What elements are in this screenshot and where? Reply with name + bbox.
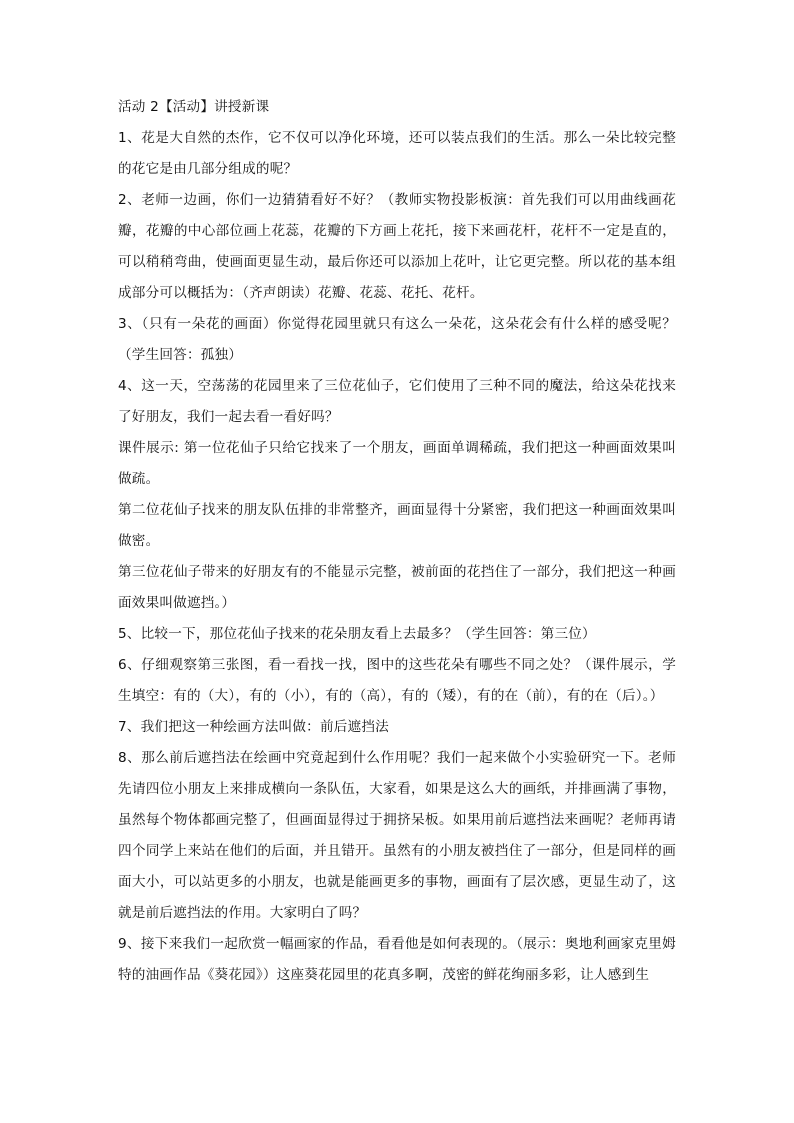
paragraph-9: 9、接下来我们一起欣赏一幅画家的作品，看看他是如何表现的。（展示：奥地利画家克里姆特的油画作品《葵花园》）这座葵花园里的花真多啊，茂密的鲜花绚丽多彩，让人感到生 — [118, 936, 676, 983]
paragraph-1: 1、花是大自然的杰作，它不仅可以净化环境，还可以装点我们的生活。那么一朵比较完整的花它是由几部分组成的呢？ — [118, 130, 676, 177]
document-page — [118, 92, 676, 991]
paragraph-6: 6、仔细观察第三张图，看一看找一找，图中的这些花朵有哪些不同之处？（课件展示，学生填空：有的（大），有的（小），有的（高），有的（矮），有的在（前），有的在（后）。） — [118, 657, 676, 704]
paragraph-4: 4、这一天，空荡荡的花园里来了三位花仙子，它们使用了三种不同的魔法，给这朵花找来了好朋友，我们一起去看一看好吗？ — [118, 378, 676, 425]
paragraph-courseware-1: 课件展示: 第一位花仙子只给它找来了一个朋友，画面单调稀疏，我们把这一种画面效果叫做疏。 — [118, 440, 676, 487]
paragraph-8: 8、那么前后遮挡法在绘画中究竟起到什么作用呢？我们一起来做个小实验研究一下。老师先请四位小朋友上来排成横向一条队伍，大家看，如果是这么大的画纸，并排画满了事物，虽然每个物体都画完整了，但画面显得过于拥挤呆板。如果用前后遮挡法来画呢？老师再请四个同学上来站在他们的后面，并且错开。虽然有的小朋友被挡住了一部分，但是同样的画面大小，可以站更多的小朋友，也就是能画更多的事物，画面有了层次感，更显生动了，这就是前后遮挡法的作用。大家明白了吗？ — [118, 750, 676, 921]
paragraph-2: 2、老师一边画，你们一边猜猜看好不好？（教师实物投影板演：首先我们可以用曲线画花瓣，花瓣的中心部位画上花蕊，花瓣的下方画上花托，接下来画花杆，花杆不一定是直的，可以稍稍弯曲，使画面更显生动，最后你还可以添加上花叶，让它更完整。所以花的基本组成部分可以概括为：（齐声朗读）花瓣、花蕊、花托、花杆。 — [118, 192, 676, 301]
paragraph-7: 7、我们把这一种绘画方法叫做：前后遮挡法 — [118, 719, 389, 735]
section-heading: 活动 2【活动】讲授新课 — [118, 99, 270, 115]
paragraph-5: 5、比较一下，那位花仙子找来的花朵朋友看上去最多？（学生回答：第三位） — [118, 626, 596, 642]
paragraph-3: 3、（只有一朵花的画面）你觉得花园里就只有这么一朵花，这朵花会有什么样的感受呢？（学生回答：孤独） — [118, 316, 676, 363]
paragraph-courseware-3: 第三位花仙子带来的好朋友有的不能显示完整，被前面的花挡住了一部分，我们把这一种画面效果叫做遮挡。） — [118, 564, 676, 611]
paragraph-courseware-2: 第二位花仙子找来的朋友队伍排的非常整齐，画面显得十分紧密，我们把这一种画面效果叫做密。 — [118, 502, 676, 549]
